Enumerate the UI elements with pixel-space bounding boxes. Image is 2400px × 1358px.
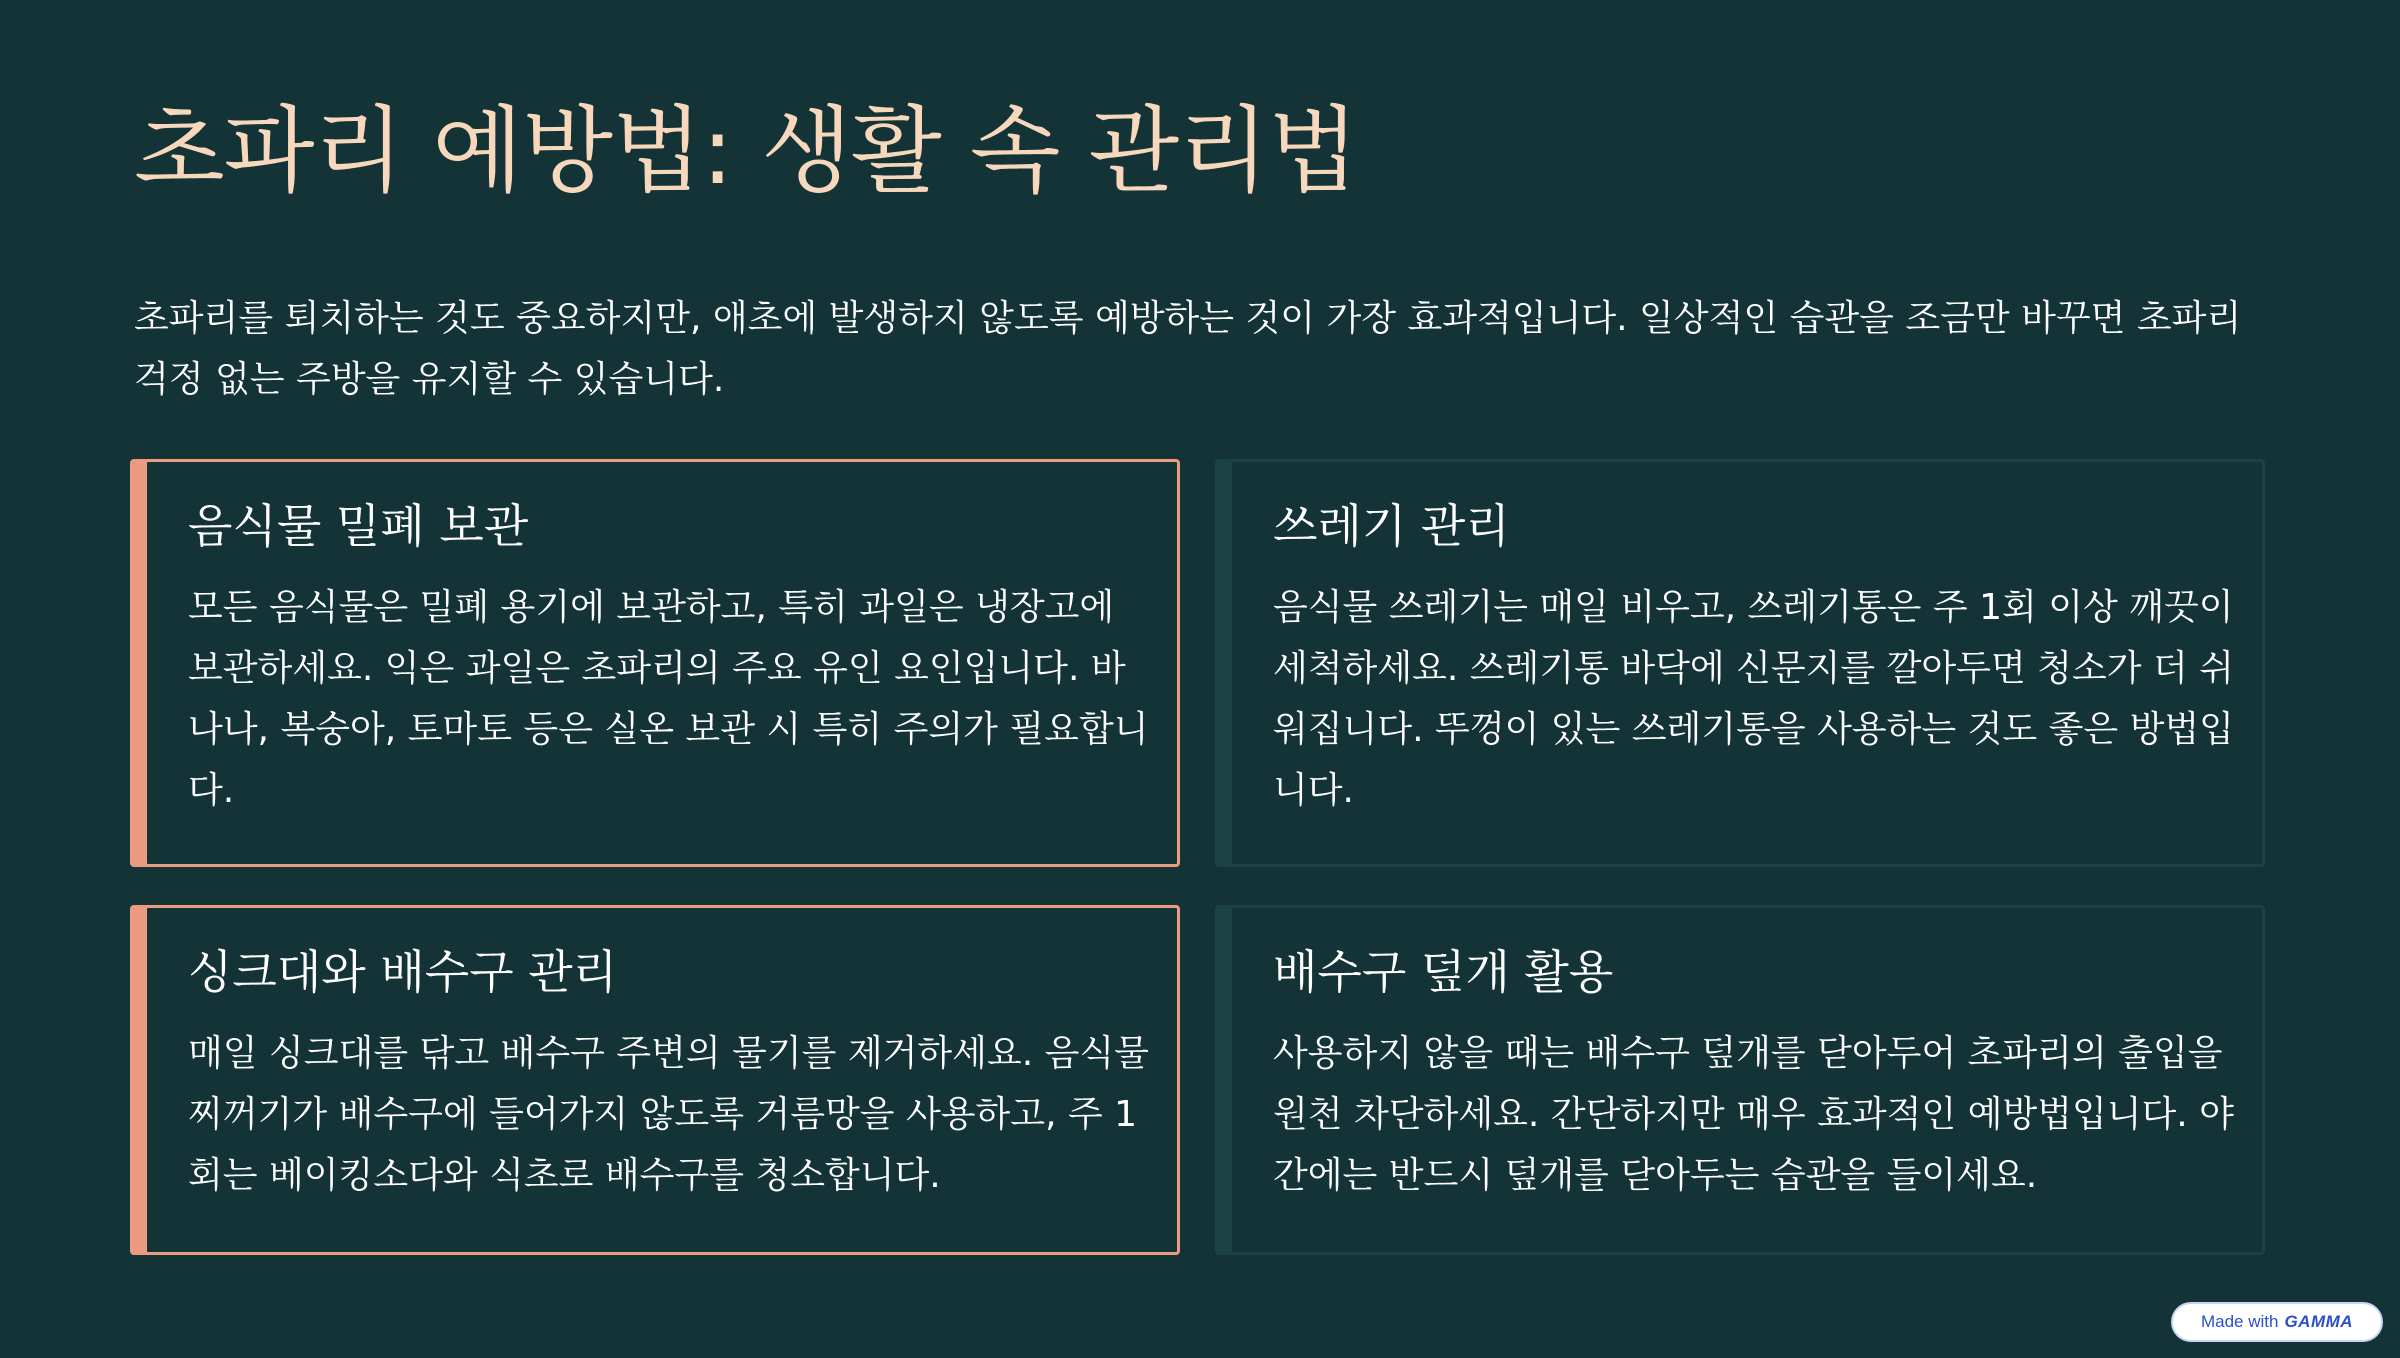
card-title: 음식물 밀폐 보관 — [188, 499, 529, 553]
card-title: 배수구 덮개 활용 — [1273, 945, 1614, 999]
card-title: 쓰레기 관리 — [1273, 499, 1510, 553]
card-body: 사용하지 않을 때는 배수구 덮개를 닫아두어 초파리의 출입을 원천 차단하세요. 간단하지만 매우 효과적인 예방법입니다. 야간에는 반드시 덮개를 닫아두는 습관을 들이세요. — [1273, 1033, 2234, 1196]
card-food-storage — [130, 459, 1180, 867]
card-sink-drain — [130, 905, 1180, 1255]
gamma-logo: GAMMA — [2284, 1312, 2354, 1331]
slide-title: 초파리 예방법: 생활 속 관리법 — [134, 97, 1358, 206]
card-trash-management — [1215, 459, 2265, 867]
card-body: 모든 음식물은 밀폐 용기에 보관하고, 특히 과일은 냉장고에 보관하세요. 익은 과일은 초파리의 주요 유인 요인입니다. 바나나, 복숭아, 토마토 등은 실온 보관 시 특히 주의가 필요합니다. — [188, 587, 1149, 811]
card-title: 싱크대와 배수구 관리 — [188, 945, 618, 999]
card-drain-cover — [1215, 905, 2265, 1255]
made-with-gamma-badge[interactable] — [2171, 1302, 2383, 1342]
card-body: 음식물 쓰레기는 매일 비우고, 쓰레기통은 주 1회 이상 깨끗이 세척하세요. 쓰레기통 바닥에 신문지를 깔아두면 청소가 더 쉬워집니다. 뚜껑이 있는 쓰레기통을 사용하는 것도 좋은 방법입니다. — [1273, 587, 2234, 811]
intro-paragraph: 초파리를 퇴치하는 것도 중요하지만, 애초에 발생하지 않도록 예방하는 것이 가장 효과적입니다. 일상적인 습관을 조금만 바꾸면 초파리 걱정 없는 주방을 유지할 수 있습니다. — [134, 298, 2242, 400]
card-body: 매일 싱크대를 닦고 배수구 주변의 물기를 제거하세요. 음식물 찌꺼기가 배수구에 들어가지 않도록 거름망을 사용하고, 주 1회는 베이킹소다와 식초로 배수구를 청소합니다. — [188, 1033, 1149, 1196]
badge-prefix: Made with — [2200, 1312, 2279, 1331]
